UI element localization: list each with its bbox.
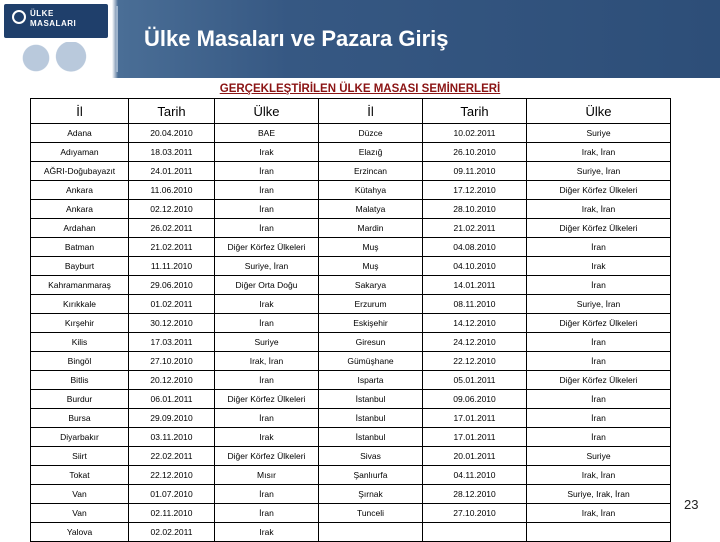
table-row (31, 257, 671, 276)
table-cell: Adıyaman (31, 143, 129, 162)
table-cell: 29.06.2010 (129, 276, 215, 295)
table-cell: Suriye, İran (215, 257, 319, 276)
table-cell: Mısır (215, 466, 319, 485)
table-cell: 08.11.2010 (423, 295, 527, 314)
table-cell: Eskişehir (319, 314, 423, 333)
table-cell: Kırıkkale (31, 295, 129, 314)
table-cell: 18.03.2011 (129, 143, 215, 162)
column-header: Ülke (527, 99, 671, 124)
table-cell: Muş (319, 238, 423, 257)
table-cell: Van (31, 504, 129, 523)
table-cell: Suriye (215, 333, 319, 352)
table-cell: Irak (215, 143, 319, 162)
table-cell: 22.12.2010 (423, 352, 527, 371)
table-cell: Giresun (319, 333, 423, 352)
table-cell: 24.12.2010 (423, 333, 527, 352)
table-cell: 09.11.2010 (423, 162, 527, 181)
table-cell: Erzurum (319, 295, 423, 314)
table-cell: Bitlis (31, 371, 129, 390)
table-cell: İran (215, 409, 319, 428)
table-cell: 20.04.2010 (129, 124, 215, 143)
table-cell: 01.07.2010 (129, 485, 215, 504)
table-cell: Mardin (319, 219, 423, 238)
table-cell: İstanbul (319, 409, 423, 428)
table-cell: İran (527, 276, 671, 295)
table-cell: Gümüşhane (319, 352, 423, 371)
table-row (31, 504, 671, 523)
table-cell: Diğer Körfez Ülkeleri (527, 314, 671, 333)
table-cell: 22.02.2011 (129, 447, 215, 466)
logo (0, 0, 112, 78)
table-cell: Tokat (31, 466, 129, 485)
table-cell: 11.11.2010 (129, 257, 215, 276)
table-cell: 17.03.2011 (129, 333, 215, 352)
table-row (31, 352, 671, 371)
table-cell: 24.01.2011 (129, 162, 215, 181)
table-cell: 22.12.2010 (129, 466, 215, 485)
table-cell: Sakarya (319, 276, 423, 295)
table-cell: 17.12.2010 (423, 181, 527, 200)
table-cell: Diğer Körfez Ülkeleri (527, 219, 671, 238)
table-cell: Irak (527, 257, 671, 276)
table-cell: 26.10.2010 (423, 143, 527, 162)
table-cell: Irak (215, 295, 319, 314)
table-cell: İran (215, 200, 319, 219)
table-row (31, 390, 671, 409)
table-cell: Irak, İran (527, 143, 671, 162)
table-cell: Kırşehir (31, 314, 129, 333)
column-header: İl (31, 99, 129, 124)
table-cell: 02.02.2011 (129, 523, 215, 542)
table-cell: İran (215, 181, 319, 200)
table-cell: İran (215, 485, 319, 504)
table-cell: 28.12.2010 (423, 485, 527, 504)
table-cell: 03.11.2010 (129, 428, 215, 447)
table-cell: Yalova (31, 523, 129, 542)
seminar-table (30, 98, 671, 542)
table-row (31, 124, 671, 143)
table-cell: Erzincan (319, 162, 423, 181)
table-title: GERÇEKLEŞTİRİLEN ÜLKE MASASI SEMİNERLERİ (219, 83, 501, 95)
table-cell: 11.06.2010 (129, 181, 215, 200)
logo-text (30, 9, 76, 29)
table-cell: 09.06.2010 (423, 390, 527, 409)
table-cell: İstanbul (319, 428, 423, 447)
table-cell: 20.12.2010 (129, 371, 215, 390)
table-cell: 14.01.2011 (423, 276, 527, 295)
logo-badge (4, 4, 108, 38)
page-title: Ülke Masaları ve Pazara Giriş (144, 26, 449, 51)
table-cell: Irak (215, 428, 319, 447)
table-cell: 28.10.2010 (423, 200, 527, 219)
table-cell: Suriye (527, 124, 671, 143)
table-cell: 04.11.2010 (423, 466, 527, 485)
table-cell: Irak, İran (527, 504, 671, 523)
table-cell: 27.10.2010 (423, 504, 527, 523)
table-cell: Irak, İran (215, 352, 319, 371)
table-cell: Malatya (319, 200, 423, 219)
table-cell: Kilis (31, 333, 129, 352)
table-cell: Adana (31, 124, 129, 143)
table-cell: Tunceli (319, 504, 423, 523)
table-cell (423, 523, 527, 542)
table-cell: Diğer Körfez Ülkeleri (215, 447, 319, 466)
table-cell: İstanbul (319, 390, 423, 409)
column-header: Ülke (215, 99, 319, 124)
table-header-row (31, 99, 671, 124)
table-cell: 27.10.2010 (129, 352, 215, 371)
table-cell: 04.10.2010 (423, 257, 527, 276)
table-cell: 06.01.2011 (129, 390, 215, 409)
table-row (31, 523, 671, 542)
table-cell: Diğer Orta Doğu (215, 276, 319, 295)
table-cell: İran (215, 162, 319, 181)
table-cell: İran (215, 219, 319, 238)
table-cell: İran (527, 333, 671, 352)
table-cell: Bayburt (31, 257, 129, 276)
table-row (31, 295, 671, 314)
table-cell: Diyarbakır (31, 428, 129, 447)
table-cell: İran (215, 371, 319, 390)
table-cell: 29.09.2010 (129, 409, 215, 428)
table-cell: İran (527, 428, 671, 447)
table-cell: 02.11.2010 (129, 504, 215, 523)
table-cell: 10.02.2011 (423, 124, 527, 143)
table-cell (319, 523, 423, 542)
table-cell: Bursa (31, 409, 129, 428)
table-cell: Diğer Körfez Ülkeleri (215, 238, 319, 257)
table-cell: Irak, İran (527, 200, 671, 219)
table-cell: Van (31, 485, 129, 504)
slide-number: 23 (684, 497, 699, 512)
table-cell: Diğer Körfez Ülkeleri (215, 390, 319, 409)
table-cell: İran (527, 238, 671, 257)
table-cell: İran (215, 314, 319, 333)
table-cell: Suriye (527, 447, 671, 466)
table-row (31, 447, 671, 466)
table-cell: Burdur (31, 390, 129, 409)
logo-line1: ÜLKE (30, 9, 54, 18)
table-row (31, 162, 671, 181)
table-row (31, 485, 671, 504)
table-row (31, 143, 671, 162)
table-cell: Diğer Körfez Ülkeleri (527, 371, 671, 390)
table-row (31, 219, 671, 238)
world-map-icon (6, 42, 106, 74)
table-cell: 02.12.2010 (129, 200, 215, 219)
table-row (31, 466, 671, 485)
column-header: Tarih (423, 99, 527, 124)
table-cell: Isparta (319, 371, 423, 390)
table-cell: 01.02.2011 (129, 295, 215, 314)
table-cell: İran (527, 390, 671, 409)
table-row (31, 428, 671, 447)
table-cell: 04.08.2010 (423, 238, 527, 257)
table-cell: Diğer Körfez Ülkeleri (527, 181, 671, 200)
table-cell: Sivas (319, 447, 423, 466)
table-cell: 26.02.2011 (129, 219, 215, 238)
logo-line2: MASALARI (30, 19, 77, 28)
table-cell: Düzce (319, 124, 423, 143)
table-cell: Batman (31, 238, 129, 257)
table-cell: 21.02.2011 (129, 238, 215, 257)
table-cell: 14.12.2010 (423, 314, 527, 333)
table-cell: Bingöl (31, 352, 129, 371)
column-header: Tarih (129, 99, 215, 124)
table-cell: Şanlıurfa (319, 466, 423, 485)
table-row (31, 238, 671, 257)
table-row (31, 314, 671, 333)
table-cell: Şırnak (319, 485, 423, 504)
table-cell: Irak, İran (527, 466, 671, 485)
table-row (31, 333, 671, 352)
table-row (31, 200, 671, 219)
table-cell: İran (527, 409, 671, 428)
table-cell: Suriye, İran (527, 162, 671, 181)
table-cell: Suriye, Irak, İran (527, 485, 671, 504)
table-cell: İran (215, 504, 319, 523)
table-cell: 30.12.2010 (129, 314, 215, 333)
table-cell: Irak (215, 523, 319, 542)
table-row (31, 276, 671, 295)
column-header: İl (319, 99, 423, 124)
table-row (31, 181, 671, 200)
table-cell: 21.02.2011 (423, 219, 527, 238)
table-cell: BAE (215, 124, 319, 143)
table-cell: Siirt (31, 447, 129, 466)
table-cell (527, 523, 671, 542)
header-divider (116, 6, 118, 72)
table-cell: 20.01.2011 (423, 447, 527, 466)
table-cell: Kahramanmaraş (31, 276, 129, 295)
globe-icon (12, 10, 26, 24)
table-row (31, 409, 671, 428)
table-cell: Ankara (31, 181, 129, 200)
table-cell: İran (527, 352, 671, 371)
table-cell: Kütahya (319, 181, 423, 200)
table-cell: 05.01.2011 (423, 371, 527, 390)
table-row (31, 371, 671, 390)
table-cell: Ardahan (31, 219, 129, 238)
table-cell: Suriye, İran (527, 295, 671, 314)
table-cell: Elazığ (319, 143, 423, 162)
header-banner (0, 0, 720, 78)
table-cell: Ankara (31, 200, 129, 219)
table-cell: 17.01.2011 (423, 409, 527, 428)
table-cell: Muş (319, 257, 423, 276)
table-cell: AĞRI-Doğubayazıt (31, 162, 129, 181)
table-cell: 17.01.2011 (423, 428, 527, 447)
